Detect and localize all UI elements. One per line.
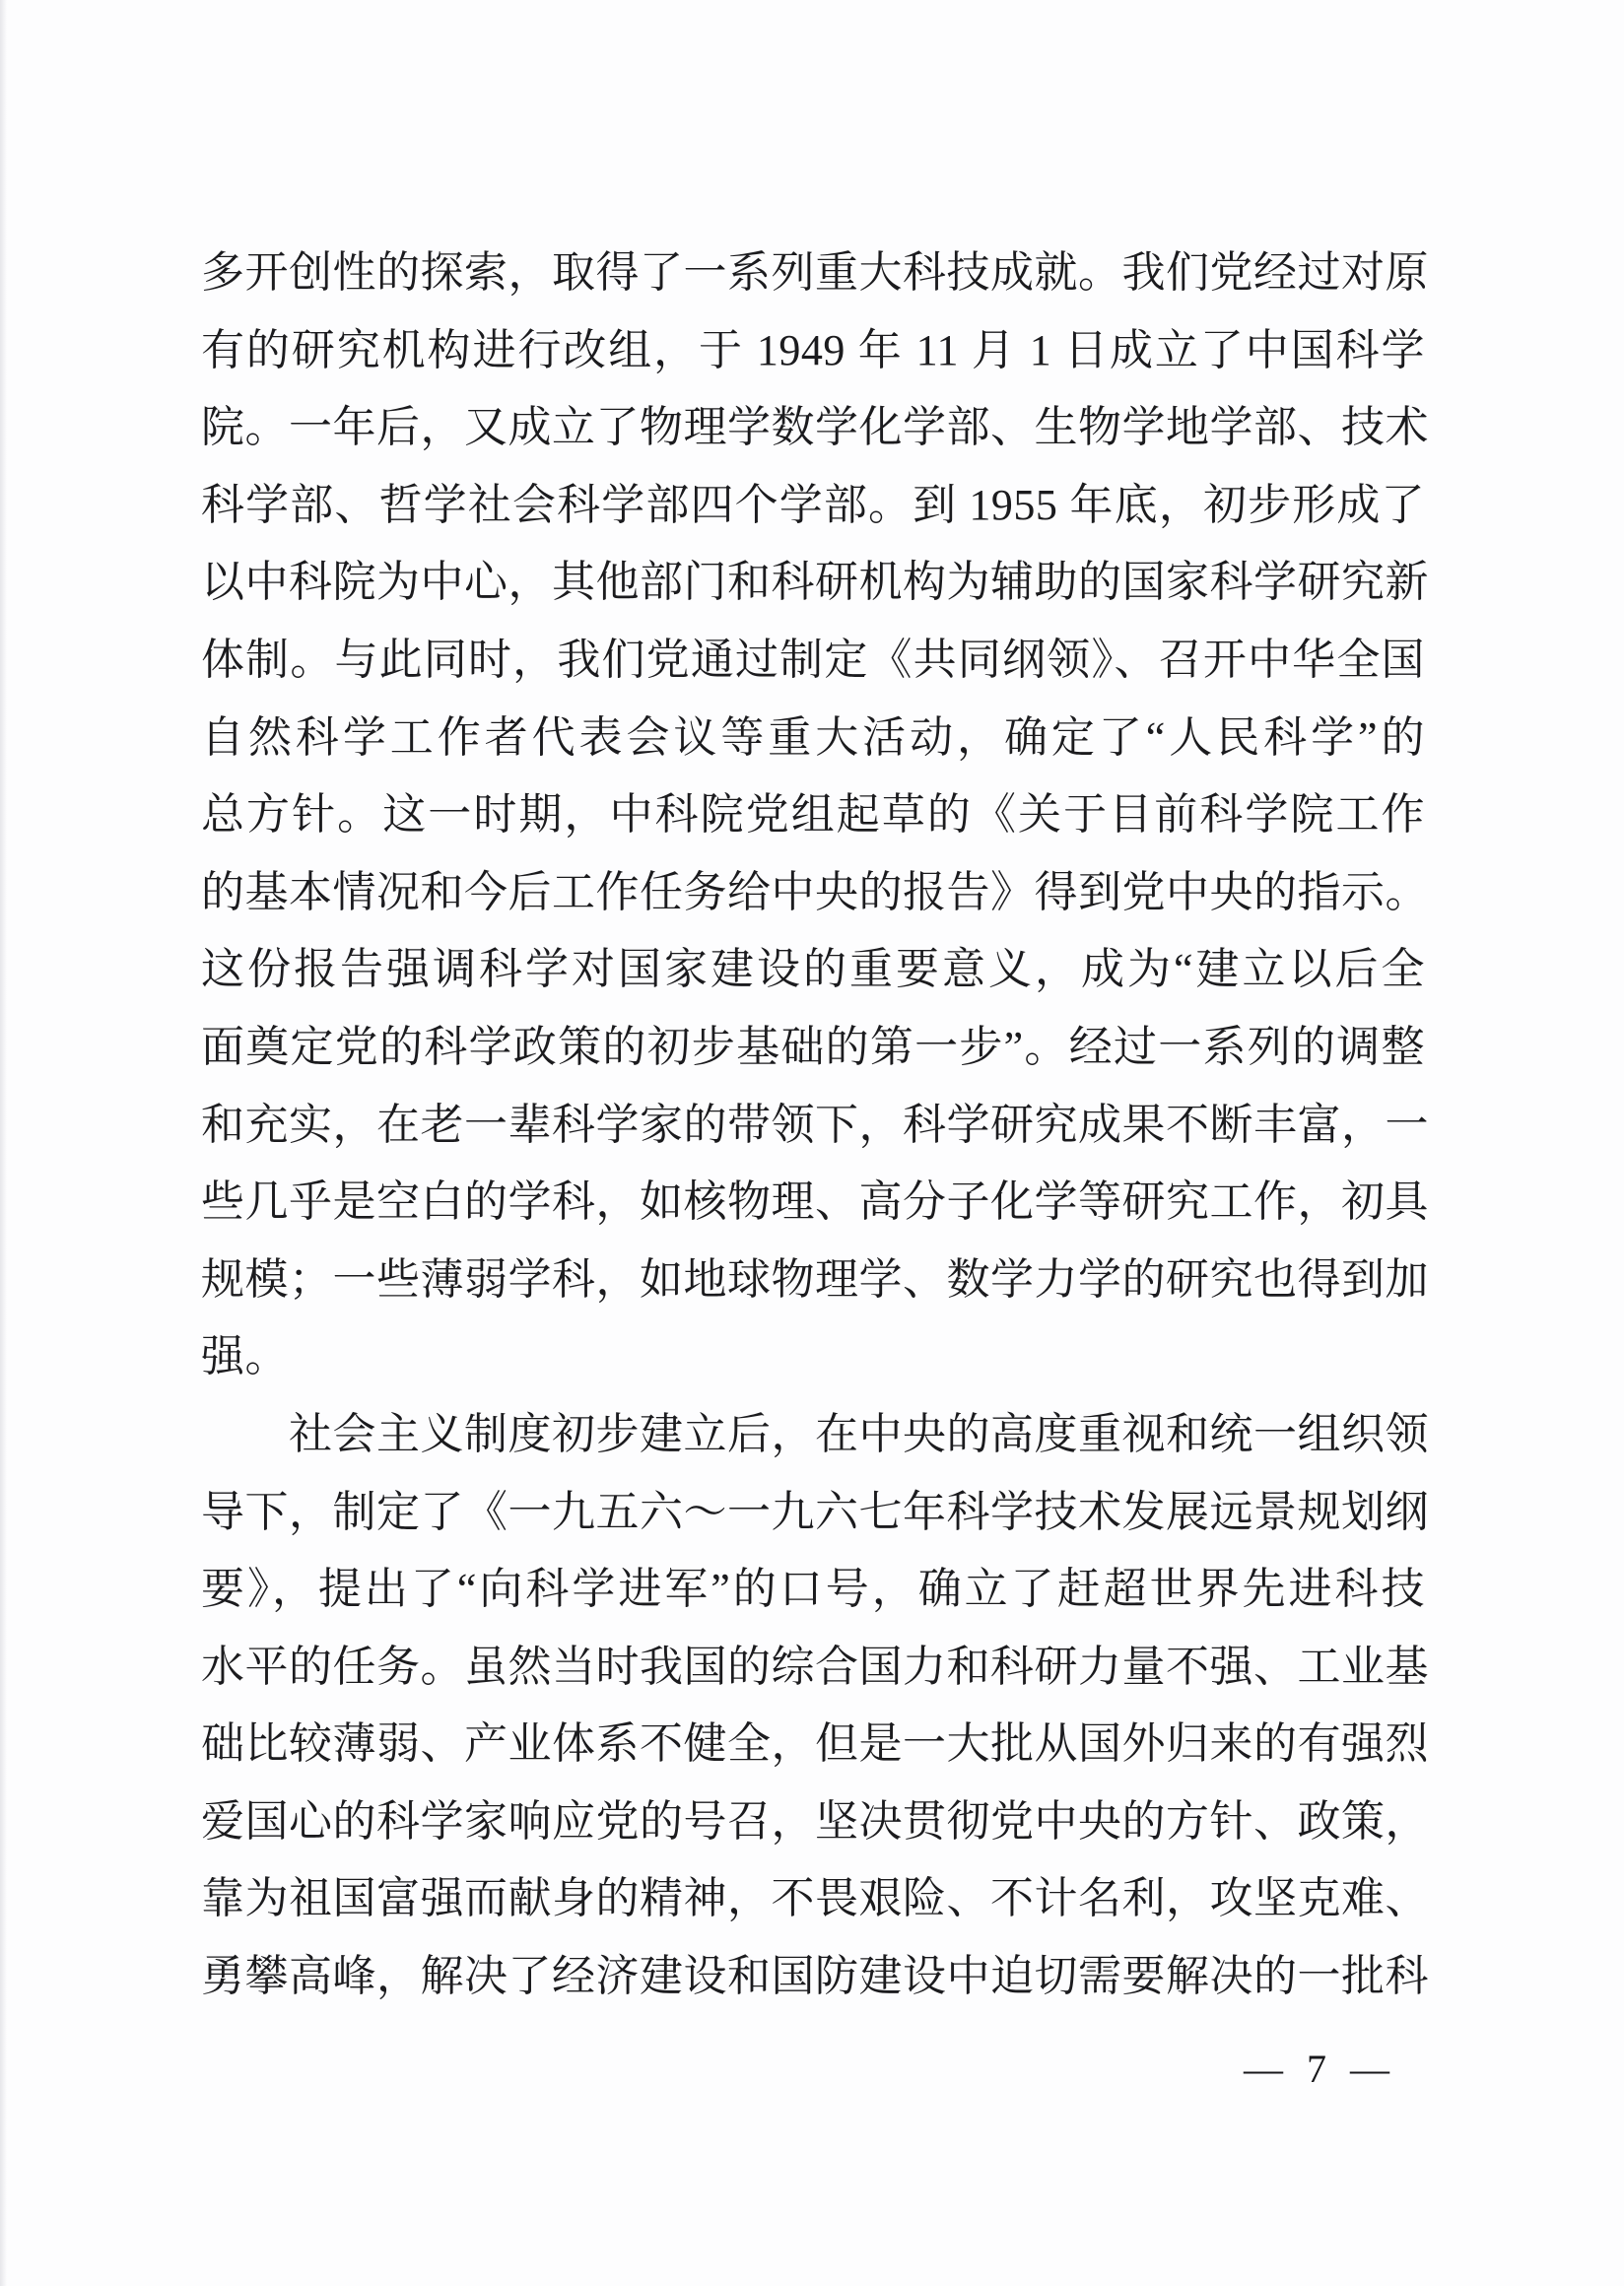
text-line: 有的研究机构进行改组，于 1949 年 11 月 1 日成立了中国科学 bbox=[201, 325, 1425, 374]
text-line: 爱国心的科学家响应党的号召，坚决贯彻党中央的方针、政策， bbox=[201, 1796, 1429, 1846]
text-line: 院。一年后，又成立了物理学数学化学部、生物学地学部、技术 bbox=[201, 403, 1429, 452]
text-line: 导下，制定了《一九五六～一九六七年科学技术发展远景规划纲 bbox=[201, 1487, 1429, 1536]
text-line: 勇攀高峰，解决了经济建设和国防建设中迫切需要解决的一批科 bbox=[201, 1952, 1429, 2001]
text-line: 科学部、哲学社会科学部四个学部。到 1955 年底，初步形成了 bbox=[201, 480, 1425, 529]
text-line: 规模；一些薄弱学科，如地球物理学、数学力学的研究也得到加 bbox=[201, 1254, 1429, 1304]
text-line: 体制。与此同时，我们党通过制定《共同纲领》、召开中华全国 bbox=[201, 635, 1425, 684]
body-text bbox=[201, 235, 1429, 2016]
page-number: — 7 — bbox=[1244, 2047, 1391, 2091]
scan-edge-shadow bbox=[0, 0, 7, 2286]
text-line: 以中科院为中心，其他部门和科研机构为辅助的国家科学研究新 bbox=[201, 558, 1429, 607]
text-line: 础比较薄弱、产业体系不健全，但是一大批从国外归来的有强烈 bbox=[201, 1719, 1429, 1769]
text-line: 的基本情况和今后工作任务给中央的报告》得到党中央的指示。 bbox=[201, 867, 1429, 916]
text-line: 要》，提出了“向科学进军”的口号，确立了赶超世界先进科技 bbox=[201, 1565, 1425, 1614]
text-line: 强。 bbox=[201, 1332, 289, 1381]
text-line: 些几乎是空白的学科，如核物理、高分子化学等研究工作，初具 bbox=[201, 1177, 1429, 1227]
text-line: 面奠定党的科学政策的初步基础的第一步”。经过一系列的调整 bbox=[201, 1022, 1425, 1071]
text-line: 社会主义制度初步建立后，在中央的高度重视和统一组织领 bbox=[201, 1409, 1429, 1458]
text-line: 自然科学工作者代表会议等重大活动，确定了“人民科学”的 bbox=[201, 712, 1425, 762]
text-line: 水平的任务。虽然当时我国的综合国力和科研力量不强、工业基 bbox=[201, 1642, 1429, 1691]
text-line: 靠为祖国富强而献身的精神，不畏艰险、不计名利，攻坚克难、 bbox=[201, 1874, 1429, 1923]
text-line: 多开创性的探索，取得了一系列重大科技成就。我们党经过对原 bbox=[201, 248, 1429, 297]
text-line: 总方针。这一时期，中科院党组起草的《关于目前科学院工作 bbox=[201, 790, 1425, 840]
text-line: 这份报告强调科学对国家建设的重要意义，成为“建立以后全 bbox=[201, 945, 1425, 994]
text-line: 和充实，在老一辈科学家的带领下，科学研究成果不断丰富，一 bbox=[201, 1100, 1429, 1149]
